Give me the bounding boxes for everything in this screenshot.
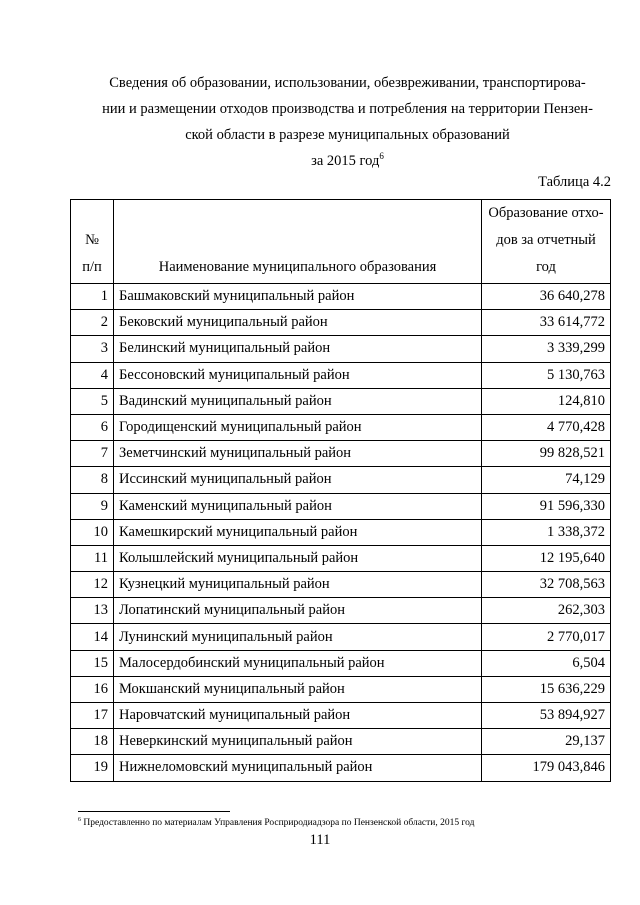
footnote-text: Предоставленно по материалам Управления Росприродиадзора по Пензенской области, 2015 год bbox=[81, 818, 475, 828]
row-value: 74,129 bbox=[482, 467, 611, 493]
row-value: 15 636,229 bbox=[482, 676, 611, 702]
table-row bbox=[71, 729, 611, 755]
table-row bbox=[71, 545, 611, 571]
row-number: 4 bbox=[71, 362, 114, 388]
table-row bbox=[71, 676, 611, 702]
row-number: 1 bbox=[71, 284, 114, 310]
table-row bbox=[71, 284, 611, 310]
row-number: 8 bbox=[71, 467, 114, 493]
row-name: Лунинский муниципальный район bbox=[114, 624, 482, 650]
header-number bbox=[71, 200, 114, 284]
table-row bbox=[71, 650, 611, 676]
row-name: Лопатинский муниципальный район bbox=[114, 598, 482, 624]
table-row bbox=[71, 310, 611, 336]
title-line-4 bbox=[80, 148, 615, 174]
row-value: 124,810 bbox=[482, 388, 611, 414]
footnote-reference[interactable]: 6 bbox=[379, 151, 384, 162]
row-name: Кузнецкий муниципальный район bbox=[114, 572, 482, 598]
title-year: за 2015 год bbox=[311, 153, 380, 169]
table-row bbox=[71, 703, 611, 729]
footnote-marker: 6 bbox=[78, 816, 81, 823]
row-name: Каменский муниципальный район bbox=[114, 493, 482, 519]
title-line-3: ской области в разрезе муниципальных образований bbox=[185, 127, 510, 143]
table-row bbox=[71, 441, 611, 467]
row-value: 53 894,927 bbox=[482, 703, 611, 729]
row-value: 12 195,640 bbox=[482, 545, 611, 571]
row-name: Башмаковский муниципальный район bbox=[114, 284, 482, 310]
table-row bbox=[71, 493, 611, 519]
row-number: 17 bbox=[71, 703, 114, 729]
row-value: 1 338,372 bbox=[482, 519, 611, 545]
row-name: Иссинский муниципальный район bbox=[114, 467, 482, 493]
row-value: 2 770,017 bbox=[482, 624, 611, 650]
header-value-line-2: дов за отчетный bbox=[496, 232, 596, 248]
table-row bbox=[71, 467, 611, 493]
table-row bbox=[71, 336, 611, 362]
row-name: Нижнеломовский муниципальный район bbox=[114, 755, 482, 781]
row-number: 18 bbox=[71, 729, 114, 755]
row-name: Колышлейский муниципальный район bbox=[114, 545, 482, 571]
row-value: 33 614,772 bbox=[482, 310, 611, 336]
row-name: Наровчатский муниципальный район bbox=[114, 703, 482, 729]
row-value: 6,504 bbox=[482, 650, 611, 676]
header-number-line-2: п/п bbox=[82, 259, 102, 275]
table-row bbox=[71, 414, 611, 440]
document-title bbox=[80, 70, 615, 174]
row-number: 9 bbox=[71, 493, 114, 519]
title-line-2: нии и размещении отходов производства и потребления на территории Пензен- bbox=[102, 101, 593, 117]
row-value: 36 640,278 bbox=[482, 284, 611, 310]
row-number: 16 bbox=[71, 676, 114, 702]
table-header-row bbox=[71, 200, 611, 284]
table-row bbox=[71, 598, 611, 624]
row-value: 179 043,846 bbox=[482, 755, 611, 781]
table-row bbox=[71, 624, 611, 650]
row-number: 19 bbox=[71, 755, 114, 781]
row-name: Бессоновский муниципальный район bbox=[114, 362, 482, 388]
row-number: 3 bbox=[71, 336, 114, 362]
row-number: 7 bbox=[71, 441, 114, 467]
table-row bbox=[71, 755, 611, 781]
row-value: 29,137 bbox=[482, 729, 611, 755]
row-name: Вадинский муниципальный район bbox=[114, 388, 482, 414]
row-name: Камешкирский муниципальный район bbox=[114, 519, 482, 545]
footnote bbox=[78, 818, 474, 828]
row-value: 262,303 bbox=[482, 598, 611, 624]
title-line-1: Сведения об образовании, использовании, обезвреживании, транспортирова- bbox=[109, 75, 586, 91]
row-number: 13 bbox=[71, 598, 114, 624]
row-value: 99 828,521 bbox=[482, 441, 611, 467]
header-name-text: Наименование муниципального образования bbox=[158, 259, 437, 275]
row-name: Городищенский муниципальный район bbox=[114, 414, 482, 440]
row-name: Мокшанский муниципальный район bbox=[114, 676, 482, 702]
row-number: 5 bbox=[71, 388, 114, 414]
row-number: 14 bbox=[71, 624, 114, 650]
waste-table bbox=[70, 199, 611, 782]
row-number: 10 bbox=[71, 519, 114, 545]
table-row bbox=[71, 388, 611, 414]
table-row bbox=[71, 519, 611, 545]
header-number-line-1: № bbox=[85, 232, 99, 248]
page-number: 111 bbox=[309, 832, 331, 848]
table-row bbox=[71, 362, 611, 388]
row-value: 3 339,299 bbox=[482, 336, 611, 362]
row-name: Земетчинский муниципальный район bbox=[114, 441, 482, 467]
table-row bbox=[71, 572, 611, 598]
row-number: 12 bbox=[71, 572, 114, 598]
row-name: Бековский муниципальный район bbox=[114, 310, 482, 336]
footnote-divider bbox=[78, 811, 230, 812]
row-number: 11 bbox=[71, 545, 114, 571]
row-name: Белинский муниципальный район bbox=[114, 336, 482, 362]
header-value-line-1: Образование отхо- bbox=[488, 205, 604, 221]
row-value: 91 596,330 bbox=[482, 493, 611, 519]
row-value: 5 130,763 bbox=[482, 362, 611, 388]
row-name: Малосердобинский муниципальный район bbox=[114, 650, 482, 676]
table-label: Таблица 4.2 bbox=[538, 174, 611, 190]
row-value: 4 770,428 bbox=[482, 414, 611, 440]
row-number: 6 bbox=[71, 414, 114, 440]
row-name: Неверкинский муниципальный район bbox=[114, 729, 482, 755]
row-number: 2 bbox=[71, 310, 114, 336]
row-value: 32 708,563 bbox=[482, 572, 611, 598]
header-name bbox=[114, 200, 482, 284]
header-value bbox=[482, 200, 611, 284]
row-number: 15 bbox=[71, 650, 114, 676]
header-value-line-3: год bbox=[536, 259, 556, 275]
